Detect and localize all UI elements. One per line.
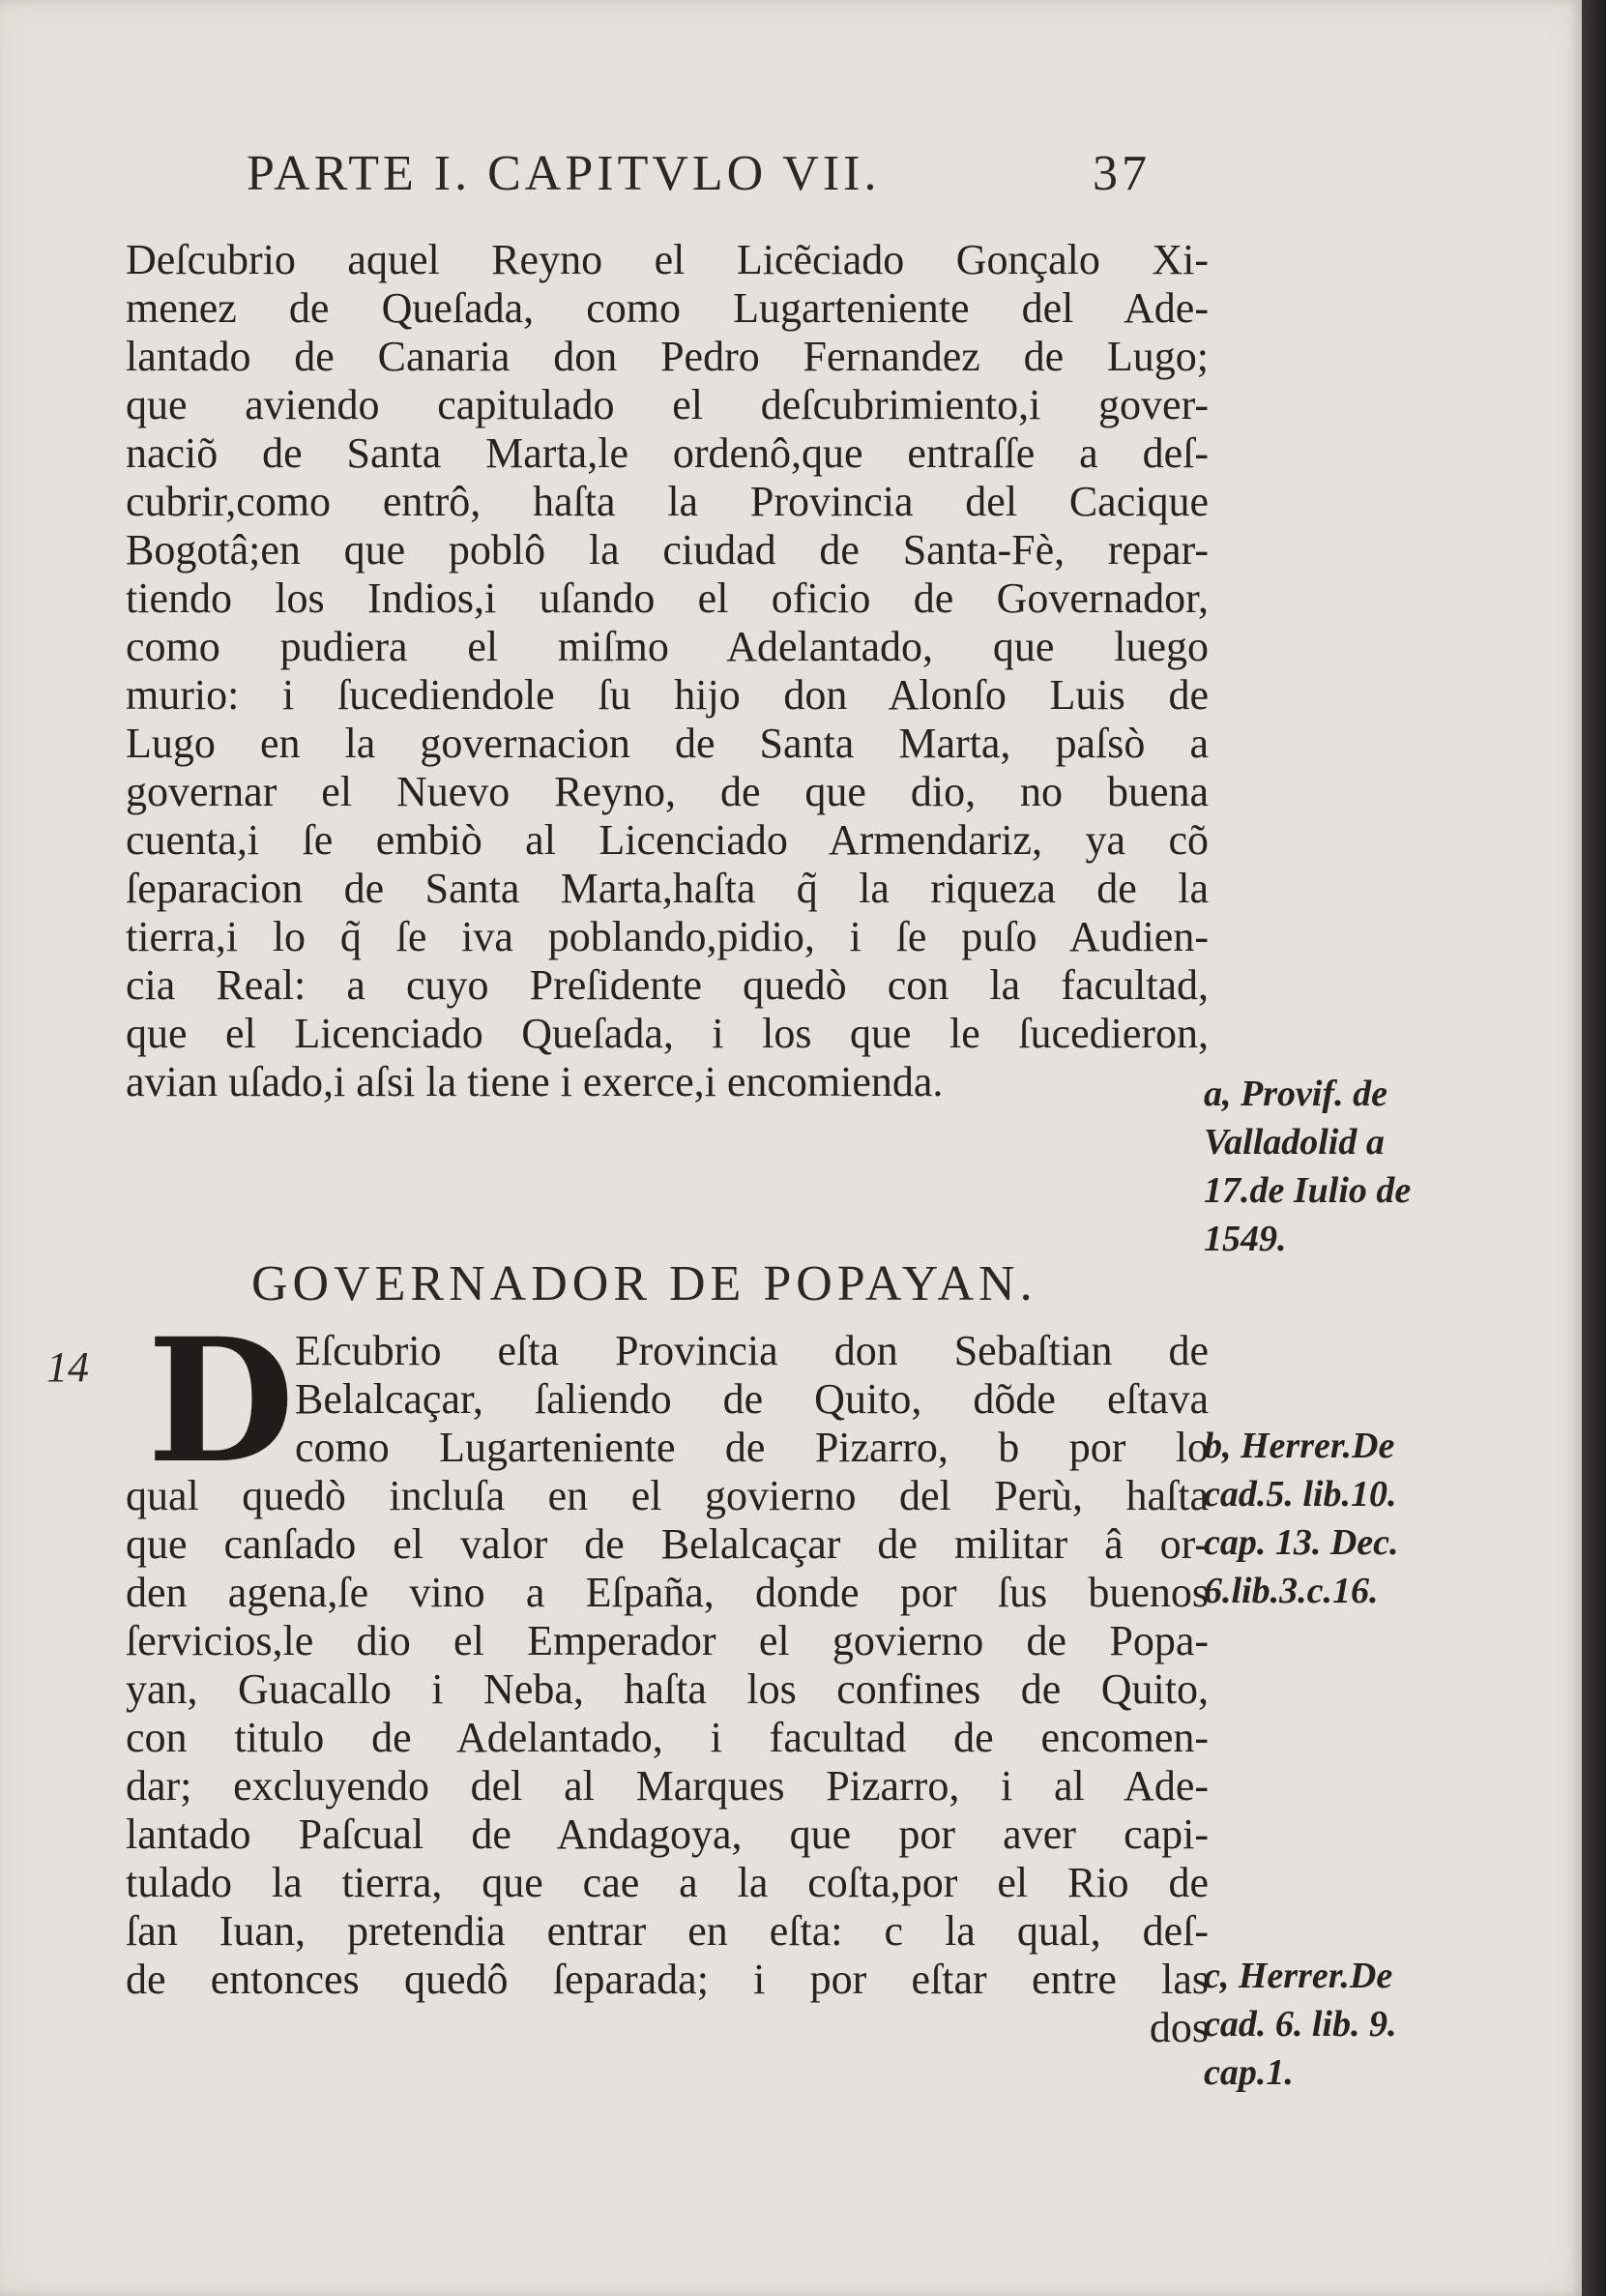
text-line: cubrir,como entrô, haſta la Provincia del Cacique bbox=[126, 478, 1209, 525]
text-line: con titulo de Adelantado, i facultad de encomen- bbox=[126, 1714, 1209, 1761]
text-line: ſervicios,le dio el Emperador el govierno de Popa- bbox=[126, 1617, 1209, 1664]
paragraph-number: 14 bbox=[46, 1343, 89, 1391]
section-heading: GOVERNADOR DE POPAYAN. bbox=[251, 1256, 1037, 1311]
text-line: Lugo en la governacion de Santa Marta, paſsò a bbox=[126, 720, 1209, 767]
text-line: yan, Guacallo i Neba, haſta los confines de Quito, bbox=[126, 1665, 1209, 1713]
text-line: tierra,i lo q̃ ſe iva poblando,pidio, i ſe puſo Audien- bbox=[126, 913, 1209, 960]
running-head-title: PARTE I. CAPITVLO VII. bbox=[247, 146, 881, 201]
text-line: cia Real: a cuyo Preſidente quedò con la facultad, bbox=[126, 961, 1209, 1009]
catchword: dos bbox=[1149, 2004, 1209, 2051]
text-line: tulado la tierra, que cae a la coſta,por el Rio de bbox=[126, 1859, 1209, 1906]
text-line: tiendo los Indios,i uſando el oficio de Governador, bbox=[126, 574, 1209, 622]
running-head bbox=[247, 145, 1213, 222]
section-paragraph bbox=[126, 1301, 1209, 2052]
note-line: 17.de Iulio de bbox=[1204, 1170, 1412, 1211]
note-line: cad. 6. lib. 9. bbox=[1204, 2004, 1397, 2045]
text-line: Bogotâ;en que poblô la ciudad de Santa-Fè, repar- bbox=[126, 526, 1209, 574]
drop-cap-initial: D bbox=[147, 1301, 295, 1501]
note-line: cap.1. bbox=[1204, 2052, 1294, 2093]
text-line: como pudiera el miſmo Adelantado, que luego bbox=[126, 623, 1209, 670]
text-line: naciõ de Santa Marta,le ordenô,que entraſſe a deſ- bbox=[126, 429, 1209, 477]
note-line: a, Provif. de bbox=[1204, 1074, 1387, 1114]
text-line: dar; excluyendo del al Marques Pizarro, i al Ade- bbox=[126, 1762, 1209, 1810]
marginal-note-a bbox=[1204, 1070, 1523, 1263]
text-line: avian uſado,i aſsi la tiene i exerce,i encomienda. bbox=[126, 1058, 944, 1105]
page-edge-shadow bbox=[1582, 0, 1606, 2296]
text-line: de entonces quedô ſeparada; i por eſtar entre las bbox=[126, 1956, 1209, 2003]
text-line: que aviendo capitulado el deſcubrimiento,i gover- bbox=[126, 381, 1209, 428]
note-line: cad.5. lib.10. bbox=[1204, 1474, 1397, 1515]
text-line: qual quedò incluſa en el govierno del Perù, haſta bbox=[126, 1472, 1209, 1519]
marginal-note-c bbox=[1204, 1952, 1523, 2097]
note-line: 1549. bbox=[1204, 1219, 1287, 1259]
text-line: Deſcubrio aquel Reyno el Licẽciado Gonçalo Xi- bbox=[126, 236, 1209, 283]
note-line: b, Herrer.De bbox=[1204, 1426, 1395, 1466]
text-line: ſan Iuan, pretendia entrar en eſta: c la qual, deſ- bbox=[126, 1907, 1209, 1955]
text-line: que canſado el valor de Belalcaçar de militar â or- bbox=[126, 1520, 1209, 1568]
main-paragraph bbox=[126, 236, 1209, 1106]
text-line: que el Licenciado Queſada, i los que le ſucedieron, bbox=[126, 1010, 1209, 1057]
text-line: murio: i ſucediendole ſu hijo don Alonſo Luis de bbox=[126, 671, 1209, 719]
text-line: menez de Queſada, como Lugarteniente del Ade- bbox=[126, 284, 1209, 332]
note-line: Valladolid a bbox=[1204, 1122, 1385, 1163]
note-line: 6.lib.3.c.16. bbox=[1204, 1571, 1379, 1611]
folio-number: 37 bbox=[1093, 146, 1151, 201]
text-line: como Lugarteniente de Pizarro, b por lo bbox=[295, 1424, 1209, 1471]
text-line: governar el Nuevo Reyno, de que dio, no buena bbox=[126, 768, 1209, 815]
text-line: Eſcubrio eſta Provincia don Sebaſtian de bbox=[295, 1327, 1209, 1374]
text-line: cuenta,i ſe embiò al Licenciado Armendariz, ya cõ bbox=[126, 816, 1209, 864]
note-line: c, Herrer.De bbox=[1204, 1956, 1393, 1996]
text-line: lantado Paſcual de Andagoya, que por aver capi- bbox=[126, 1810, 1209, 1858]
text-line: den agena,ſe vino a Eſpaña, donde por ſus buenos bbox=[126, 1569, 1209, 1616]
text-line: ſeparacion de Santa Marta,haſta q̃ la riqueza de la bbox=[126, 865, 1209, 912]
text-line: Belalcaçar, ſaliendo de Quito, dõde eſtava bbox=[295, 1375, 1209, 1423]
text-line: lantado de Canaria don Pedro Fernandez de Lugo; bbox=[126, 333, 1209, 380]
note-line: cap. 13. Dec. bbox=[1204, 1522, 1399, 1563]
marginal-note-b bbox=[1204, 1422, 1523, 1615]
